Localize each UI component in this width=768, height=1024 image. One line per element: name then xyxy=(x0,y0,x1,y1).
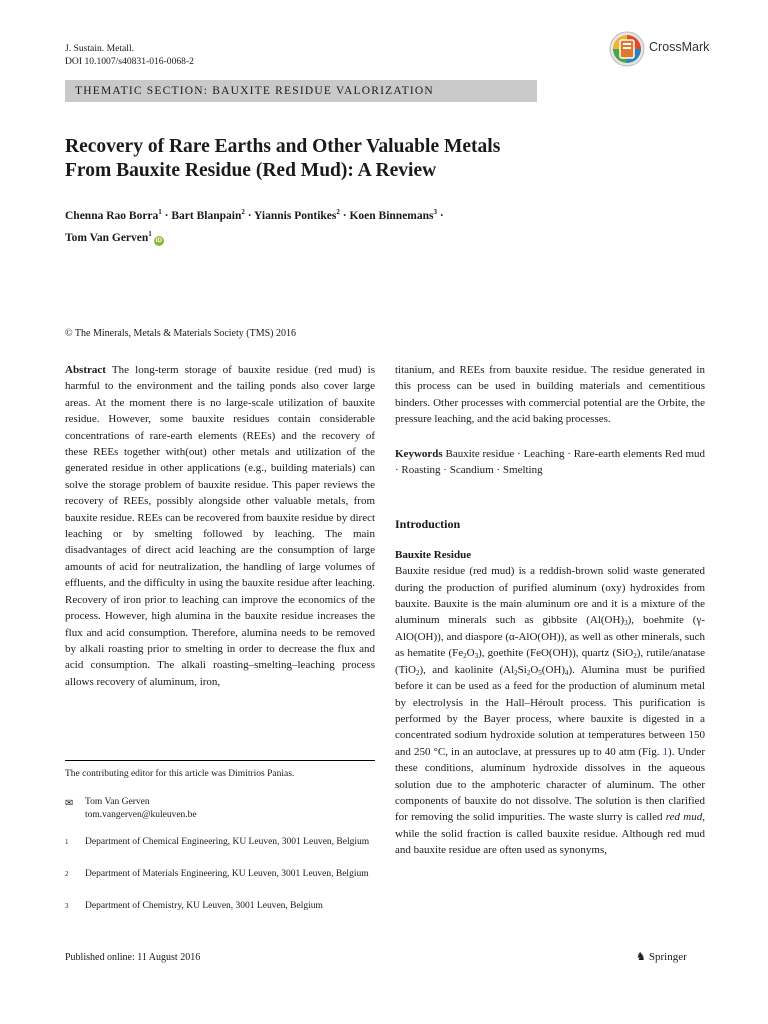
orcid-icon[interactable]: iD xyxy=(155,236,163,244)
author-affiliation: 1 xyxy=(158,208,162,216)
affiliation-number: 1 xyxy=(65,838,69,846)
author-separator: · xyxy=(339,209,350,222)
editor-note: The contributing editor for this article was Dimitrios Panias. xyxy=(65,769,295,779)
affiliation: Department of Materials Engineering, KU Leuven, 3001 Leuven, Belgium xyxy=(85,869,369,879)
right-column xyxy=(395,362,705,859)
author-affiliation: 2 xyxy=(241,208,245,216)
author-affiliation: 1 xyxy=(148,229,152,238)
crossmark-icon xyxy=(609,31,645,67)
affiliation: Department of Chemical Engineering, KU Leuven, 3001 Leuven, Belgium xyxy=(85,837,370,847)
author-affiliation: 2 xyxy=(336,208,340,216)
keywords: Keywords Bauxite residue · Leaching · Rare-earth elements Red mud · Roasting · Scandium · Smelting xyxy=(395,447,706,477)
envelope-icon: ✉ xyxy=(65,798,74,809)
publisher-logo xyxy=(636,950,687,963)
abstract-label: Abstract xyxy=(65,364,106,376)
keyword-item: Bauxite residue xyxy=(445,447,515,460)
author-separator: · xyxy=(244,209,255,222)
keywords-label: Keywords xyxy=(395,447,443,460)
section-banner: THEMATIC SECTION: BAUXITE RESIDUE VALORIZATION xyxy=(65,80,537,102)
author-list xyxy=(65,203,705,247)
keyword-item: Rare-earth elements xyxy=(573,447,663,460)
affiliation-number: 2 xyxy=(65,870,69,878)
crossmark-label: CrossMark xyxy=(649,40,710,54)
author-affiliation: 3 xyxy=(433,208,438,216)
abstract-continued: titanium, and REEs from bauxite residue. The residue generated in this process can be used in building materials and cementitious binders. Other processes with commercial potential are the Orbite, the pressure leaching, and the acid baking processes. xyxy=(395,364,705,426)
keyword-item: Red mud xyxy=(664,447,706,460)
keyword-item: Roasting xyxy=(401,464,441,477)
introduction-paragraph: Bauxite residue (red mud) is a reddish-brown solid waste generated during the production of purified aluminum (oxy) hydroxides from bauxite. Bauxite is the main aluminum ore and it is a mixture of the aluminum minerals such as gibbsite $(Al(OH)_3)$, boehmite (γ-AlO(OH)), and diaspore (α-AlO(OH)), as well as other minerals, such as hematite $(Fe_2O_3)$, goethite (FeO(OH)), quartz (SiO$_2$), rutile/anatase (TiO$_2$), and kaolinite $(Al_2Si_2O_5(OH)_4)$. Alumina must be purified before it can be used as a feed for the production of aluminum metal by electrolysis in the Hall–Héroult process. This purification is performed by the Bayer process, where bauxite is digested in a concentrated sodium hydroxide solution at temperatures between 150 and 250 °C, in an autoclave, at pressures up to 40 atm (Fig. 1). Under these conditions, aluminum hydroxide dissolves in the aqueous solution due to the amphoteric character of aluminum. The other components of bauxite do not dissolve. The solution is then clarified for removing the solid impurities. The waste slurry is called red mud, while the solid fraction is called bauxite residue. Although red mud and bauxite residue are often used as synonyms, xyxy=(395,565,705,857)
abstract-column xyxy=(65,362,375,690)
contact-name: Tom Van Gerven xyxy=(85,797,150,807)
keyword-item: Leaching xyxy=(523,447,565,460)
springer-horse-icon: ♞ xyxy=(636,950,646,963)
title-line-2: From Bauxite Residue (Red Mud): A Review xyxy=(65,159,437,181)
author-separator: · xyxy=(161,209,172,222)
figure-link[interactable]: 1 xyxy=(662,745,669,758)
author-name[interactable]: Bart Blanpain xyxy=(171,209,242,222)
contact-email[interactable]: tom.vangerven@kuleuven.be xyxy=(85,810,197,820)
crossmark-badge[interactable] xyxy=(609,31,719,67)
publisher-name: Springer xyxy=(648,951,687,963)
keyword-item: Scandium xyxy=(449,464,494,477)
author-name[interactable]: Chenna Rao Borra xyxy=(65,209,159,222)
keyword-item: Smelting xyxy=(502,464,543,477)
article-title xyxy=(65,135,705,182)
author-name[interactable]: Tom Van Gerven xyxy=(65,231,149,244)
author-separator: · xyxy=(437,209,444,222)
journal-name: J. Sustain. Metall. xyxy=(65,43,135,54)
published-date: Published online: 11 August 2016 xyxy=(65,952,201,963)
footnote-divider xyxy=(65,760,375,761)
corresponding-author xyxy=(85,796,375,822)
affiliation-number: 3 xyxy=(65,902,69,910)
doi[interactable]: DOI 10.1007/s40831-016-0068-2 xyxy=(65,56,194,67)
abstract-paragraph xyxy=(65,362,375,690)
journal-header xyxy=(65,42,194,68)
abstract-text: The long-term storage of bauxite residue (red mud) is harmful to the environment and the tailing ponds also cover large areas. At the moment there is no large-scale utilization of bauxite residue. However, some bauxite residues contain considerable concentrations of rare-earth elements (REEs) and the recovery of these REEs together with(out) other metals and utilization of the generated residue in other applications (e.g., building materials) can solve the storage problem of bauxite residue. This paper reviews the recovery of REEs, possibly alongside other valuable metals, from bauxite residue. REEs can be recovered from bauxite residue by direct leaching or by smelting followed by leaching. The main disadvantages of direct acid leaching are the consumption of large amounts of acid for neutralization, the handling of large volumes of effluents, and the difficulty in using the bauxite residue after leaching. Recovery of iron prior to leaching can improve the economics of the process. However, high alumina in the bauxite residue increases the flux and acid consumption. Therefore, alumina needs to be removed by alkali roasting prior to smelting in order to decrease the flux and acid consumption. The alkali roasting–smelting–leaching process allows recovery of aluminum, iron, xyxy=(65,364,376,688)
copyright: © The Minerals, Metals & Materials Society (TMS) 2016 xyxy=(65,328,296,339)
author-name[interactable]: Koen Binnemans xyxy=(349,209,434,222)
bauxite-residue-heading: Bauxite Residue xyxy=(395,548,472,561)
introduction-heading: Introduction xyxy=(395,517,461,532)
author-name[interactable]: Yiannis Pontikes xyxy=(254,209,337,222)
title-line-1: Recovery of Rare Earths and Other Valuable Metals xyxy=(65,136,501,157)
affiliation: Department of Chemistry, KU Leuven, 3001 Leuven, Belgium xyxy=(85,901,323,911)
